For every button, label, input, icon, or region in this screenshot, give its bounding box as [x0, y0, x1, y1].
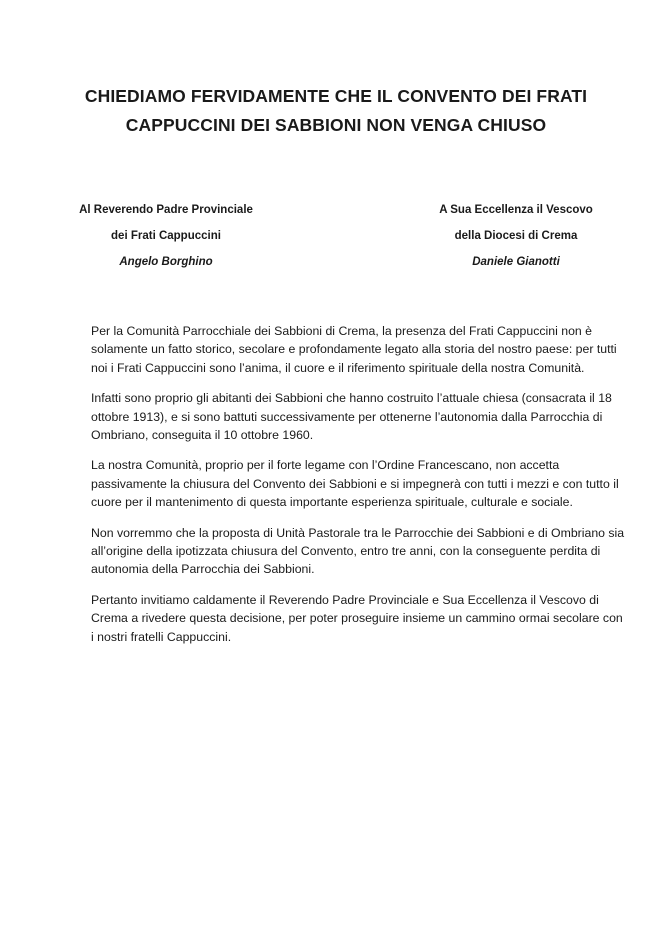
letter-body [91, 322, 626, 658]
title-line-1: CHIEDIAMO FERVIDAMENTE CHE IL CONVENTO DEI FRATI [84, 86, 588, 106]
page-title [40, 82, 632, 140]
paragraph-4: Non vorremmo che la proposta di Unità Pastorale tra le Parrocchie dei Sabbioni e di Ombriano sia all’origine della ipotizzata chiusura del Convento, entro tre anni, con la conseguente perdita di autonomia della Parrocchia dei Sabbioni. [91, 525, 625, 577]
recipient-left [60, 197, 272, 275]
paragraph-2: Infatti sono proprio gli abitanti dei Sabbioni che hanno costruito l’attuale chiesa (consacrata il 18 ottobre 1913), e si sono battuti successivamente per ottenerne l’autonomia dalla Parrocchia di Ombriano, conseguita il 10 ottobre 1960. [91, 391, 612, 443]
paragraph-3: La nostra Comunità, proprio per il forte legame con l’Ordine Francescano, non accetta passivamente la chiusura del Convento dei Sabbioni e si impegnerà con tutti i mezzi e con tutto il cuore per il mantenimento di questa importante esperienza spirituale, culturale e sociale. [91, 458, 619, 510]
title-line-2: CAPPUCCINI DEI SABBIONI NON VENGA CHIUSO [125, 115, 547, 135]
recipient-left-line-2: dei Frati Cappuccini [111, 230, 221, 242]
paragraph-5: Pertanto invitiamo caldamente il Reverendo Padre Provinciale e Sua Eccellenza il Vescovo di Crema a rivedere questa decisione, per poter proseguire insieme un cammino ormai secolare con i nostri fratelli Cappuccini. [91, 592, 623, 644]
recipient-right [420, 197, 612, 275]
recipient-right-name: Daniele Gianotti [472, 256, 560, 268]
paragraph-1: Per la Comunità Parrocchiale dei Sabbioni di Crema, la presenza del Frati Cappuccini non è solamente un fatto storico, secolare e profondamente legato alla storia del nostro paese: per tutti noi i Frati Cappuccini sono l’anima, il cuore e il riferimento spirituale della nostra Comunità. [91, 324, 617, 375]
recipient-right-line-2: della Diocesi di Crema [454, 230, 578, 242]
recipient-left-line-1: Al Reverendo Padre Provinciale [79, 204, 253, 216]
recipient-right-line-1: A Sua Eccellenza il Vescovo [439, 204, 593, 216]
recipient-left-name: Angelo Borghino [119, 256, 213, 268]
